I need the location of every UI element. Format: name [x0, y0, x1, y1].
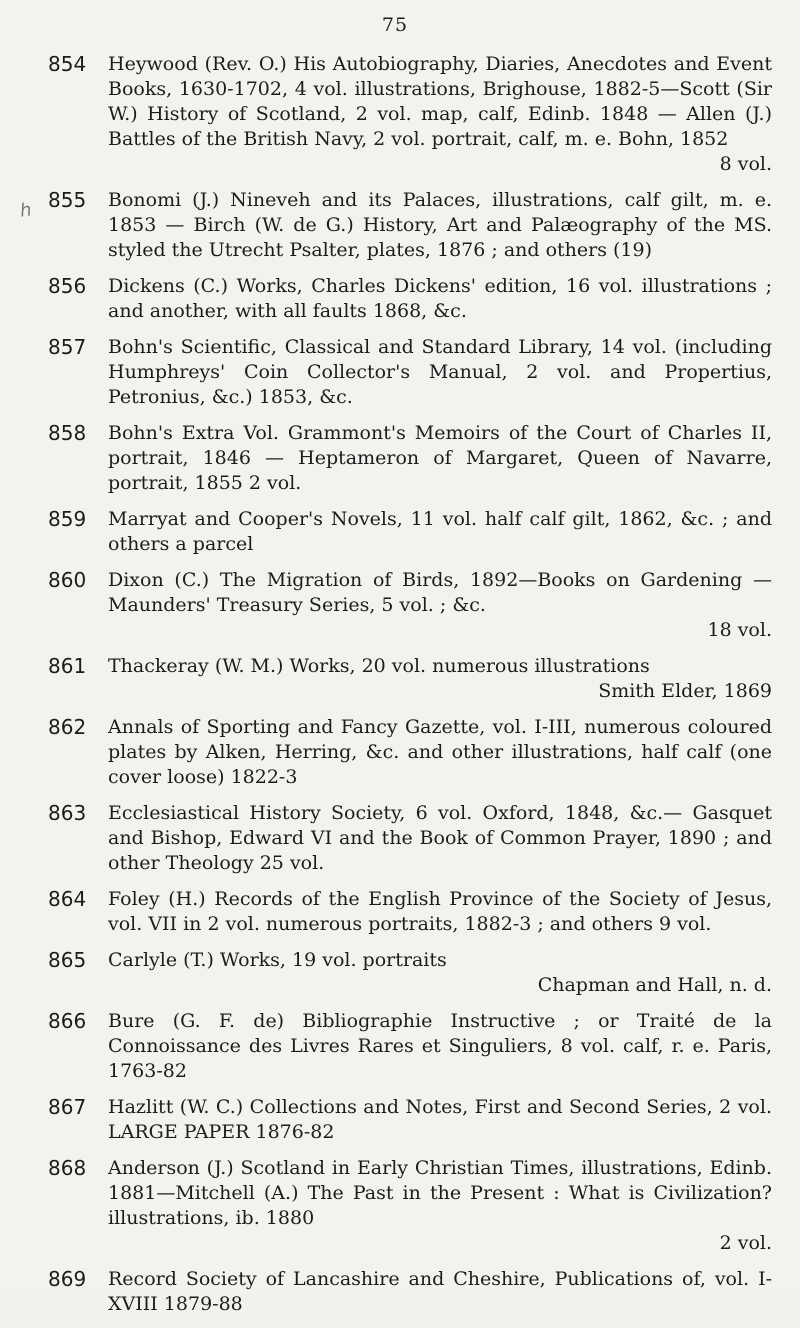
lot-list: [48, 52, 772, 1328]
lot-entry: [48, 948, 772, 998]
lot-description: Thackeray (W. M.) Works, 20 vol. numerous illustrations: [108, 655, 650, 677]
lot-description: Hazlitt (W. C.) Collections and Notes, First and Second Series, 2 vol. LARGE PAPER 1876-82: [108, 1096, 772, 1143]
lot-number: 858: [48, 421, 87, 445]
lot-number: 857: [48, 335, 87, 359]
lot-entry: [48, 335, 772, 410]
lot-number: 854: [48, 52, 87, 76]
lot-entry: [48, 715, 772, 790]
lot-description: Anderson (J.) Scotland in Early Christian Times, illustrations, Edinb. 1881—Mitchell (A.) The Past in the Present : What is Civilization? illustrations, ib. 1880: [108, 1157, 772, 1229]
lot-publisher: Smith Elder, 1869: [598, 680, 772, 702]
lot-description: Dickens (C.) Works, Charles Dickens' edition, 16 vol. illustrations ; and another, with all faults 1868, &c.: [108, 275, 772, 322]
lot-entry: [48, 188, 772, 263]
lot-entry: [48, 568, 772, 643]
lot-description: Ecclesiastical History Society, 6 vol. Oxford, 1848, &c.— Gasquet and Bishop, Edward VI and the Book of Common Prayer, 1890 ; and other Theology 25 vol.: [108, 802, 772, 874]
lot-number: 861: [48, 654, 87, 678]
lot-number: 856: [48, 274, 87, 298]
lot-number: 869: [48, 1267, 87, 1291]
lot-description: Bohn's Scientific, Classical and Standard Library, 14 vol. (including Humphreys' Coin Collector's Manual, 2 vol. and Propertius, Petronius, &c.) 1853, &c.: [108, 336, 772, 408]
lot-entry: [48, 887, 772, 937]
lot-description: Heywood (Rev. O.) His Autobiography, Diaries, Anecdotes and Event Books, 1630-1702, 4 vol. illustrations, Brighouse, 1882-5—Scott (Sir W.) History of Scotland, 2 vol. map, calf, Edinb. 1848 — Allen (J.) Battles of the British Navy, 2 vol. portrait, calf, m. e. Bohn, 1852: [108, 53, 772, 150]
lot-description: Bohn's Extra Vol. Grammont's Memoirs of the Court of Charles II, portrait, 1846 — Heptameron of Margaret, Queen of Navarre, portrait, 1855 2 vol.: [108, 422, 772, 494]
lot-description: Annals of Sporting and Fancy Gazette, vol. I-III, numerous coloured plates by Alken, Herring, &c. and other illustrations, half calf (one cover loose) 1822-3: [108, 716, 772, 788]
lot-number: 864: [48, 887, 87, 911]
lot-number: 855: [48, 188, 87, 212]
lot-description: Carlyle (T.) Works, 19 vol. portraits: [108, 949, 447, 971]
lot-entry: [48, 507, 772, 557]
lot-entry: [48, 1156, 772, 1256]
lot-entry: [48, 52, 772, 177]
lot-description: Record Society of Lancashire and Cheshire, Publications of, vol. I-XVIII 1879-88: [108, 1268, 772, 1315]
lot-number: 859: [48, 507, 87, 531]
lot-entry: [48, 1267, 772, 1317]
lot-description: Marryat and Cooper's Novels, 11 vol. half calf gilt, 1862, &c. ; and others a parcel: [108, 508, 772, 555]
lot-number: 868: [48, 1156, 87, 1180]
lot-entry: [48, 1009, 772, 1084]
page-number: 75: [381, 14, 409, 36]
lot-volumes: 18 vol.: [707, 619, 772, 641]
lot-description: Bure (G. F. de) Bibliographie Instructive ; or Traité de la Connoissance des Livres Rares et Singuliers, 8 vol. calf, r. e. Paris, 1763-82: [108, 1010, 772, 1082]
lot-entry: [48, 421, 772, 496]
lot-description: Bonomi (J.) Nineveh and its Palaces, illustrations, calf gilt, m. e. 1853 — Birch (W. de G.) History, Art and Palæography of the MS. styled the Utrecht Psalter, plates, 1876 ; and others (19): [108, 189, 772, 261]
lot-description: Foley (H.) Records of the English Province of the Society of Jesus, vol. VII in 2 vol. numerous portraits, 1882-3 ; and others 9 vol.: [108, 888, 772, 935]
lot-number: 862: [48, 715, 87, 739]
lot-number: 867: [48, 1095, 87, 1119]
lot-volumes: 8 vol.: [719, 153, 772, 175]
lot-description: Dixon (C.) The Migration of Birds, 1892—Books on Gardening — Maunders' Treasury Series, 5 vol. ; &c.: [108, 569, 772, 616]
lot-number: 866: [48, 1009, 87, 1033]
lot-volumes: 2 vol.: [719, 1232, 772, 1254]
pencil-annotation: h: [18, 199, 33, 222]
lot-publisher: Chapman and Hall, n. d.: [537, 974, 772, 996]
lot-number: 863: [48, 801, 87, 825]
lot-entry: [48, 274, 772, 324]
lot-number: 865: [48, 948, 87, 972]
lot-entry: [48, 654, 772, 704]
lot-number: 860: [48, 568, 87, 592]
lot-entry: [48, 801, 772, 876]
lot-entry: [48, 1095, 772, 1145]
